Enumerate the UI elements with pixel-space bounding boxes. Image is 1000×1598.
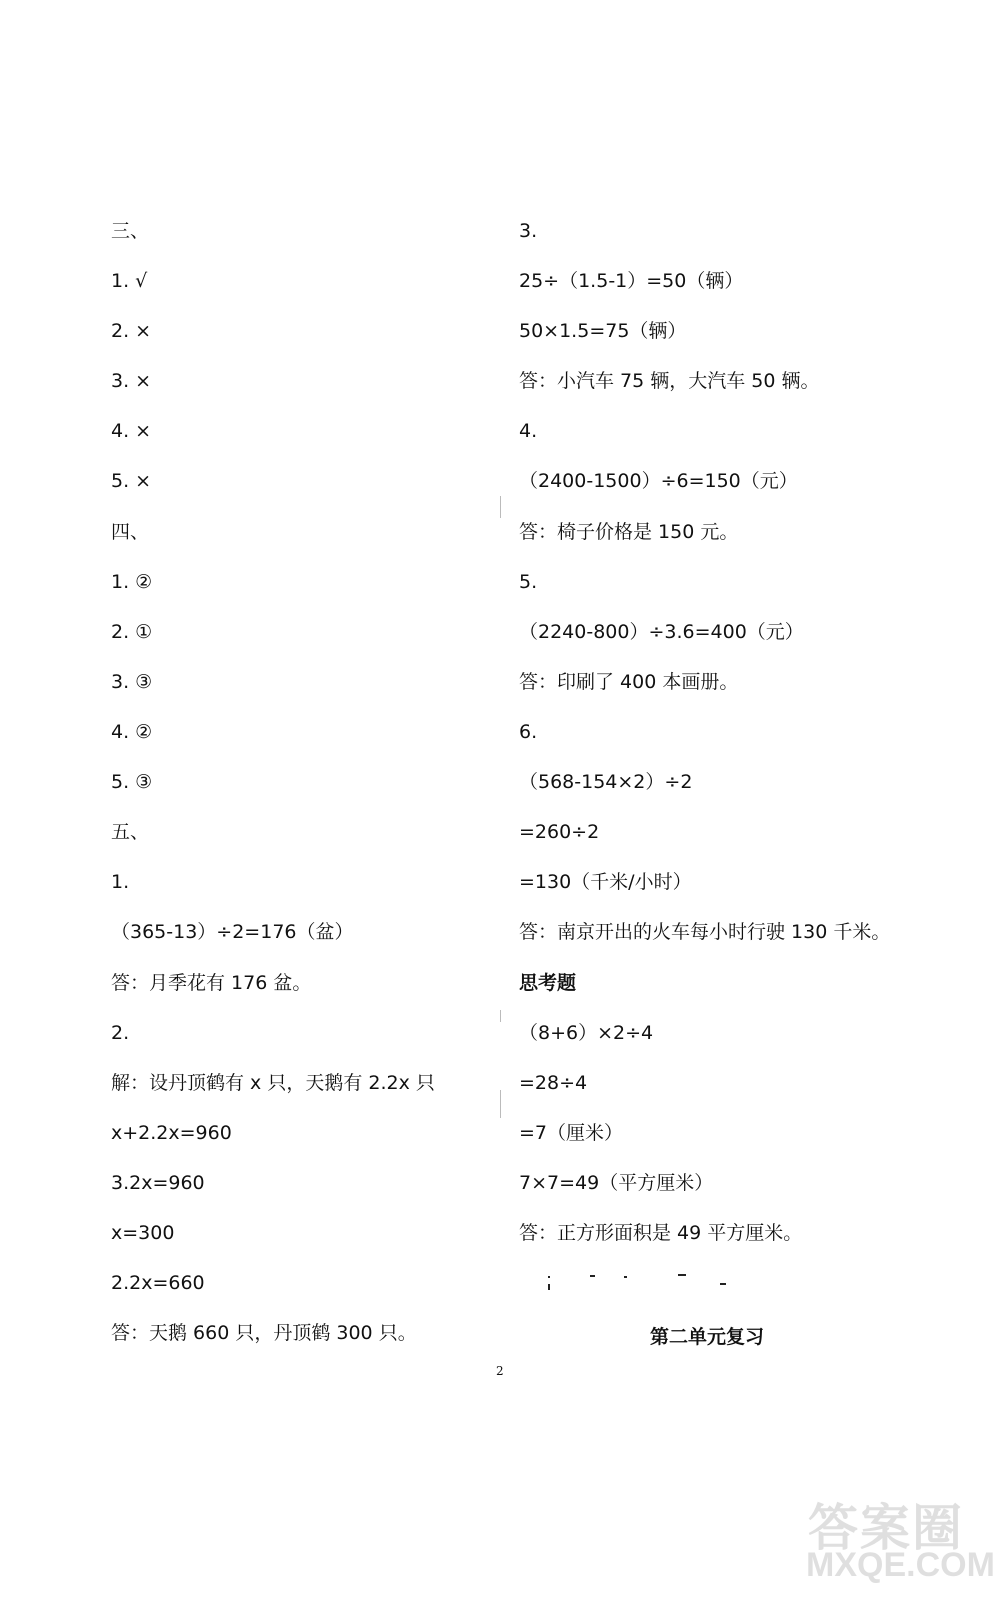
- answer-line: 答：椅子价格是 150 元。: [519, 521, 739, 543]
- answer-line: 5. ③: [111, 771, 153, 793]
- answer-line: 答：印刷了 400 本画册。: [519, 671, 739, 693]
- equation-line: 3.2x=960: [111, 1172, 205, 1194]
- scan-speck: [548, 1276, 550, 1278]
- question-number: 4.: [519, 420, 538, 442]
- equation-line: x+2.2x=960: [111, 1122, 232, 1144]
- equation-line: 7×7=49（平方厘米）: [519, 1172, 714, 1194]
- equation-line: 25÷（1.5-1）=50（辆）: [519, 270, 744, 292]
- answer-line: 1. √: [111, 270, 148, 292]
- scan-speck: [590, 1275, 595, 1277]
- equation-line: （568-154×2）÷2: [519, 771, 693, 793]
- equation-line: （2400-1500）÷6=150（元）: [519, 470, 798, 492]
- answer-line: 答：天鹅 660 只，丹顶鹤 300 只。: [111, 1322, 417, 1344]
- answer-line: 2. ①: [111, 621, 153, 643]
- equation-line: =130（千米/小时）: [519, 871, 692, 893]
- section-heading: 五、: [111, 821, 150, 843]
- question-number: 2.: [111, 1022, 130, 1044]
- equation-line: （2240-800）÷3.6=400（元）: [519, 621, 804, 643]
- equation-line: （8+6）×2÷4: [519, 1022, 654, 1044]
- question-number: 1.: [111, 871, 130, 893]
- equation-line: 50×1.5=75（辆）: [519, 320, 687, 342]
- answer-line: 2. ×: [111, 320, 152, 342]
- equation-line: x=300: [111, 1222, 175, 1244]
- watermark-logo: [800, 1480, 995, 1590]
- equation-line: 2.2x=660: [111, 1272, 205, 1294]
- answer-line: 答：月季花有 176 盆。: [111, 972, 312, 994]
- thinking-question-heading: 思考题: [519, 972, 577, 994]
- section-heading: 四、: [111, 521, 150, 543]
- question-number: 6.: [519, 721, 538, 743]
- watermark-text: 答案圈: [808, 1499, 964, 1557]
- answer-line: 答：南京开出的火车每小时行驶 130 千米。: [519, 921, 891, 943]
- scan-speck: [500, 1090, 501, 1118]
- question-number: 3.: [519, 220, 538, 242]
- equation-line: =7（厘米）: [519, 1122, 624, 1144]
- equation-line: （365-13）÷2=176（盆）: [111, 921, 354, 943]
- question-number: 5.: [519, 571, 538, 593]
- answer-line: 答：小汽车 75 辆，大汽车 50 辆。: [519, 370, 820, 392]
- scan-speck: [500, 1010, 501, 1022]
- section-heading: 三、: [111, 220, 150, 242]
- next-section-title: 第二单元复习: [650, 1326, 765, 1348]
- scan-speck: [720, 1283, 726, 1285]
- scan-speck: [624, 1276, 627, 1278]
- answer-line: 答：正方形面积是 49 平方厘米。: [519, 1222, 803, 1244]
- answer-line: 3. ③: [111, 671, 153, 693]
- page-number: 2: [496, 1364, 504, 1378]
- answer-line: 3. ×: [111, 370, 152, 392]
- answer-line: 4. ②: [111, 721, 153, 743]
- answer-line: 1. ②: [111, 571, 153, 593]
- answer-line: 4. ×: [111, 420, 152, 442]
- watermark-url: MXQE.COM: [806, 1546, 995, 1584]
- scan-speck: [500, 496, 501, 518]
- scan-speck: [548, 1284, 550, 1290]
- equation-line: =260÷2: [519, 821, 600, 843]
- equation-line: =28÷4: [519, 1072, 588, 1094]
- answer-line: 5. ×: [111, 470, 152, 492]
- solution-line: 解：设丹顶鹤有 x 只，天鹅有 2.2x 只: [111, 1072, 435, 1094]
- scan-speck: [678, 1274, 686, 1276]
